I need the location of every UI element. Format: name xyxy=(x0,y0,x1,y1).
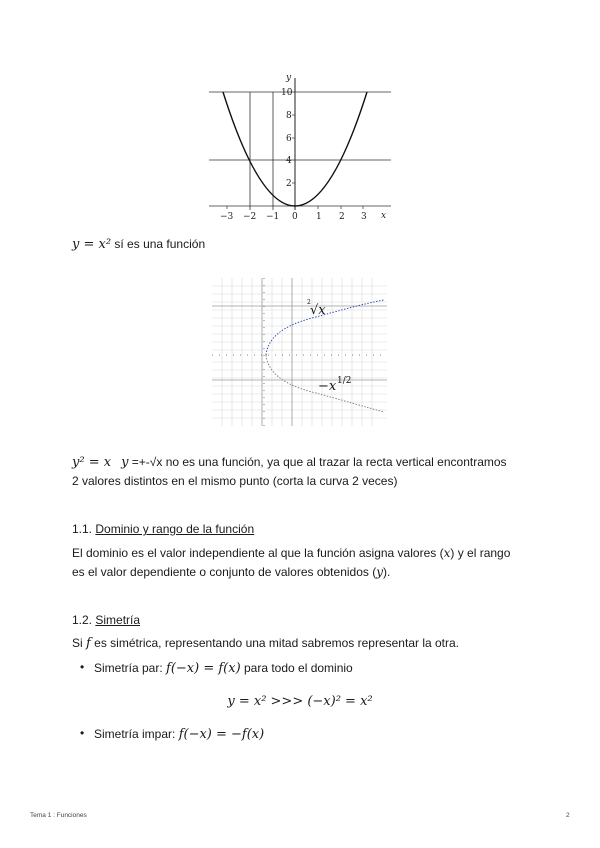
para-sqrt-text: =+-√x no es una función, ya que al trazar la recta vertical encontramos xyxy=(128,455,507,469)
y-tick-6: 6 xyxy=(286,134,292,144)
neg-sqrt-label: −x xyxy=(318,379,337,394)
equation-even-example xyxy=(0,694,600,709)
x-tick-neg3: −3 xyxy=(220,212,234,222)
para-sqrt-line2: 2 valores distintos en el mismo punto (corta la curva 2 veces) xyxy=(72,474,398,488)
dominio-line1-a: El dominio es el valor independiente al que la función asigna valores ( xyxy=(72,546,444,560)
x-tick-neg2: −2 xyxy=(243,212,257,222)
dominio-line1-b: ) y el rango xyxy=(450,546,511,560)
heading-simetria-number: 1.2. xyxy=(72,613,93,627)
footer-title: Tema 1 : Funciones xyxy=(30,812,87,819)
dominio-line2 xyxy=(72,565,390,579)
dominio-line2-b: ). xyxy=(383,565,391,579)
math-x: x xyxy=(443,546,451,560)
bullet-simetria-impar xyxy=(94,727,264,742)
math-impar: f(−x) = −f(x) xyxy=(178,727,265,742)
x-tick-1: 1 xyxy=(316,212,322,222)
y-tick-2: 2 xyxy=(286,179,292,189)
dominio-line1 xyxy=(72,546,510,560)
x-tick-2: 2 xyxy=(339,212,345,222)
caption-text: sí es una función xyxy=(114,237,206,251)
x-tick-0: 0 xyxy=(292,212,298,222)
bullet-dot-2: • xyxy=(80,726,85,740)
caption-parabola xyxy=(72,237,205,252)
bullet1-label: Simetría par: xyxy=(94,661,167,675)
sqrt-label: √x xyxy=(310,303,326,318)
y-tick-10: 10 xyxy=(281,88,293,98)
page-number: 2 xyxy=(566,812,570,819)
parabola-graph xyxy=(205,70,395,225)
dominio-line2-a: es el valor dependiente o conjunto de valores obtenidos ( xyxy=(72,565,377,579)
simetria-intro-b: es simétrica, representando una mitad sabremos representar la otra. xyxy=(90,636,460,650)
math-y: y xyxy=(121,455,129,470)
simetria-intro xyxy=(72,636,459,651)
heading-dominio xyxy=(72,522,254,536)
math-par: f(−x) = f(x) xyxy=(166,661,241,676)
simetria-intro-a: Si xyxy=(72,636,87,650)
bullet-dot-1: • xyxy=(80,660,85,674)
sqrt-graph xyxy=(212,278,387,426)
heading-simetria-title: Simetría xyxy=(95,613,141,627)
bullet1-tail: para todo el dominio xyxy=(240,661,353,675)
x-tick-3: 3 xyxy=(361,212,367,222)
x-tick-neg1: −1 xyxy=(266,212,280,222)
sqrt-label-index: 2 xyxy=(307,299,311,306)
math-y-squared-equals-x: y² = x xyxy=(72,455,112,470)
y-tick-4: 4 xyxy=(286,156,292,166)
math-even-example: y = x² >>> (−x)² = x² xyxy=(227,694,373,709)
heading-dominio-title: Dominio y rango de la función xyxy=(95,522,255,536)
para-sqrt-line1 xyxy=(72,455,507,470)
math-y-equals-x-squared: y = x² xyxy=(72,237,112,252)
bullet-simetria-par xyxy=(94,661,353,676)
heading-simetria xyxy=(72,613,140,627)
neg-sqrt-label-exp: 1/2 xyxy=(337,376,352,386)
y-tick-8: 8 xyxy=(286,111,292,121)
y-axis-label: y xyxy=(286,73,292,83)
heading-dominio-number: 1.1. xyxy=(72,522,93,536)
math-y-rango: y xyxy=(376,565,383,579)
math-f: f xyxy=(86,636,91,651)
bullet2-label: Simetría impar: xyxy=(94,727,179,741)
x-axis-label: x xyxy=(381,211,387,221)
